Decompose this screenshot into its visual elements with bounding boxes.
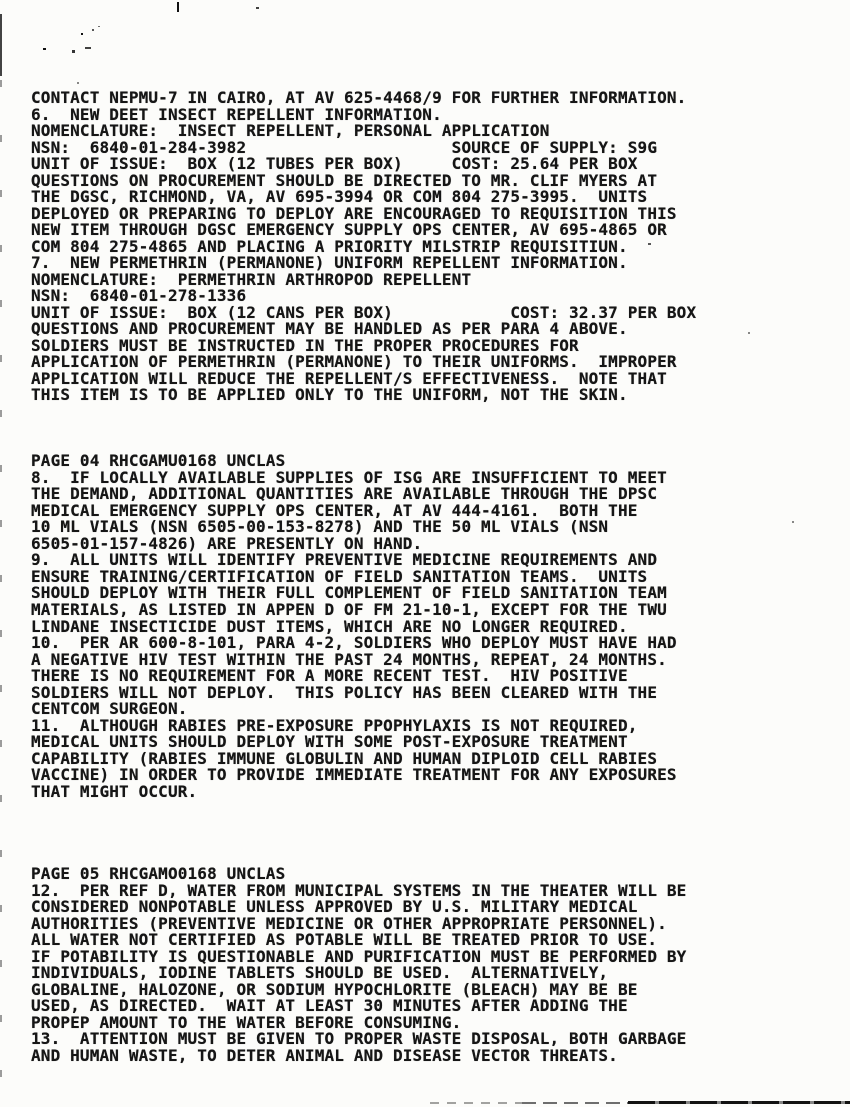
text-line: APPLICATION OF PERMETHRIN (PERMANONE) TO THEIR UNIFORMS. IMPROPER <box>31 352 677 372</box>
text-line: MATERIALS, AS LISTED IN APPEN D OF FM 21-10-1, EXCEPT FOR THE TWU <box>31 599 667 619</box>
text-line <box>31 800 696 817</box>
text-line: PAGE 05 RHCGAMO0168 UNCLAS <box>31 864 286 884</box>
text-line: 13. ATTENTION MUST BE GIVEN TO PROPER WASTE DISPOSAL, BOTH GARBAGE <box>31 1029 687 1049</box>
text-line: 8. IF LOCALLY AVAILABLE SUPPLIES OF ISG ARE INSUFFICIENT TO MEET <box>31 467 667 487</box>
text-line: THE DGSC, RICHMOND, VA, AV 695-3994 OR COM 804 275-3995. UNITS <box>31 187 648 207</box>
text-line: SOLDIERS MUST BE INSTRUCTED IN THE PROPER PROCEDURES FOR <box>31 335 579 355</box>
scan-speck <box>85 47 91 49</box>
text-line: NOMENCLATURE: INSECT REPELLENT, PERSONAL APPLICATION <box>31 121 550 141</box>
text-line <box>31 833 696 850</box>
text-line: 9. ALL UNITS WILL IDENTIFY PREVENTIVE MEDICINE REQUIREMENTS AND <box>31 550 658 570</box>
text-line: NEW ITEM THROUGH DGSC EMERGENCY SUPPLY OPS CENTER, AV 695-4865 OR <box>31 220 667 240</box>
scan-speck <box>648 243 651 245</box>
scan-edge-mark <box>0 14 2 76</box>
text-line: VACCINE) IN ORDER TO PROVIDE IMMEDIATE TREATMENT FOR ANY EXPOSURES <box>31 765 677 785</box>
text-line: COM 804 275-4865 AND PLACING A PRIORITY MILSTRIP REQUISITIUN. <box>31 236 628 256</box>
scan-speck <box>77 82 79 84</box>
text-line: AUTHORITIES (PREVENTIVE MEDICINE OR OTHER APPROPRIATE PERSONNEL). <box>31 913 667 933</box>
text-line: 10 ML VIALS (NSN 6505-00-153-8278) AND THE 50 ML VIALS (NSN <box>31 517 609 537</box>
text-line: APPLICATION WILL REDUCE THE REPELLENT/S EFFECTIVENESS. NOTE THAT <box>31 368 667 388</box>
bottom-scan-line-dashed <box>522 1102 628 1104</box>
text-line: IF POTABILITY IS QUESTIONABLE AND PURIFICATION MUST BE PERFORMED BY <box>31 946 687 966</box>
scan-edge-dotted-line <box>0 80 2 1090</box>
text-line: THAT MIGHT OCCUR. <box>31 781 198 801</box>
text-line: ALL WATER NOT CERTIFIED AS POTABLE WILL BE TREATED PRIOR TO USE. <box>31 930 658 950</box>
text-line: SOLDIERS WILL NOT DEPLOY. THIS POLICY HAS BEEN CLEARED WITH THE <box>31 682 658 702</box>
text-line: 6505-01-157-4826) ARE PRESENTLY ON HAND. <box>31 533 423 553</box>
text-line: GLOBALINE, HALOZONE, OR SODIUM HYPOCHLORITE (BLEACH) MAY BE BE <box>31 979 638 999</box>
text-line: UNIT OF ISSUE: BOX (12 CANS PER BOX) COST: 32.37 PER BOX <box>31 302 697 322</box>
text-line: CONSIDERED NONPOTABLE UNLESS APPROVED BY U.S. MILITARY MEDICAL <box>31 897 638 917</box>
text-line: MEDICAL UNITS SHOULD DEPLOY WITH SOME POST-EXPOSURE TREATMENT <box>31 732 628 752</box>
text-line: PAGE 04 RHCGAMU0168 UNCLAS <box>31 451 286 471</box>
text-line: THIS ITEM IS TO BE APPLIED ONLY TO THE UNIFORM, NOT THE SKIN. <box>31 385 628 405</box>
text-line: 11. ALTHOUGH RABIES PRE-EXPOSURE PPOPHYLAXIS IS NOT REQUIRED, <box>31 715 638 735</box>
text-line <box>31 420 696 437</box>
text-line: THERE IS NO REQUIREMENT FOR A MORE RECENT TEST. HIV POSITIVE <box>31 666 628 686</box>
text-line: NSN: 6840-01-278-1336 <box>31 286 247 306</box>
text-line: LINDANE INSECTICIDE DUST ITEMS, WHICH ARE NO LONGER REQUIRED. <box>31 616 628 636</box>
text-line: UNIT OF ISSUE: BOX (12 TUBES PER BOX) COST: 25.64 PER BOX <box>31 154 638 174</box>
text-line: PROPEP AMOUNT TO THE WATER BEFORE CONSUMING. <box>31 1012 462 1032</box>
text-line: QUESTIONS AND PROCUREMENT MAY BE HANDLED AS PER PARA 4 ABOVE. <box>31 319 628 339</box>
text-line: NSN: 6840-01-284-3982 SOURCE OF SUPPLY: S9G <box>31 137 658 157</box>
text-line: NOMENCLATURE: PERMETHRIN ARTHROPOD REPELLENT <box>31 269 472 289</box>
scan-speck <box>98 26 100 27</box>
bottom-scan-line-faint <box>430 1102 522 1104</box>
scan-speck <box>43 48 46 50</box>
text-line: 12. PER REF D, WATER FROM MUNICIPAL SYSTEMS IN THE THEATER WILL BE <box>31 880 687 900</box>
text-line: 6. NEW DEET INSECT REPELLENT INFORMATION. <box>31 104 442 124</box>
text-line: A NEGATIVE HIV TEST WITHIN THE PAST 24 MONTHS, REPEAT, 24 MONTHS. <box>31 649 667 669</box>
text-line: THE DEMAND, ADDITIONAL QUANTITIES ARE AVAILABLE THROUGH THE DPSC <box>31 484 658 504</box>
text-line: ENSURE TRAINING/CERTIFICATION OF FIELD SANITATION TEAMS. UNITS <box>31 566 648 586</box>
scan-speck <box>256 7 259 9</box>
text-line <box>31 404 696 421</box>
text-line: SHOULD DEPLOY WITH THEIR FULL COMPLEMENT OF FIELD SANITATION TEAM <box>31 583 667 603</box>
scan-speck <box>81 33 83 35</box>
text-line: MEDICAL EMERGENCY SUPPLY OPS CENTER, AT AV 444-4161. BOTH THE <box>31 500 638 520</box>
text-line: INDIVIDUALS, IODINE TABLETS SHOULD BE USED. ALTERNATIVELY, <box>31 963 609 983</box>
text-line: CONTACT NEPMU-7 IN CAIRO, AT AV 625-4468/9 FOR FURTHER INFORMATION. <box>31 88 687 107</box>
scan-speck <box>792 521 794 523</box>
text-line: USED, AS DIRECTED. WAIT AT LEAST 30 MINUTES AFTER ADDING THE <box>31 996 628 1016</box>
text-line: 10. PER AR 600-8-101, PARA 4-2, SOLDIERS WHO DEPLOY MUST HAVE HAD <box>31 633 677 653</box>
bottom-scan-line-solid <box>628 1101 850 1104</box>
scan-speck <box>72 50 75 53</box>
scan-speck <box>748 332 750 334</box>
text-line: QUESTIONS ON PROCUREMENT SHOULD BE DIRECTED TO MR. CLIF MYERS AT <box>31 170 658 190</box>
scan-speck <box>92 29 94 31</box>
text-line: DEPLOYED OR PREPARING TO DEPLOY ARE ENCOURAGED TO REQUISITION THIS <box>31 203 677 223</box>
text-line: 7. NEW PERMETHRIN (PERMANONE) UNIFORM REPELLENT INFORMATION. <box>31 253 628 273</box>
message-text-block <box>31 90 696 1064</box>
text-line: AND HUMAN WASTE, TO DETER ANIMAL AND DISEASE VECTOR THREATS. <box>31 1045 618 1065</box>
text-line: CENTCOM SURGEON. <box>31 699 188 719</box>
scan-speck <box>177 2 179 12</box>
text-line: CAPABILITY (RABIES IMMUNE GLOBULIN AND HUMAN DIPLOID CELL RABIES <box>31 748 658 768</box>
text-line <box>31 817 696 834</box>
